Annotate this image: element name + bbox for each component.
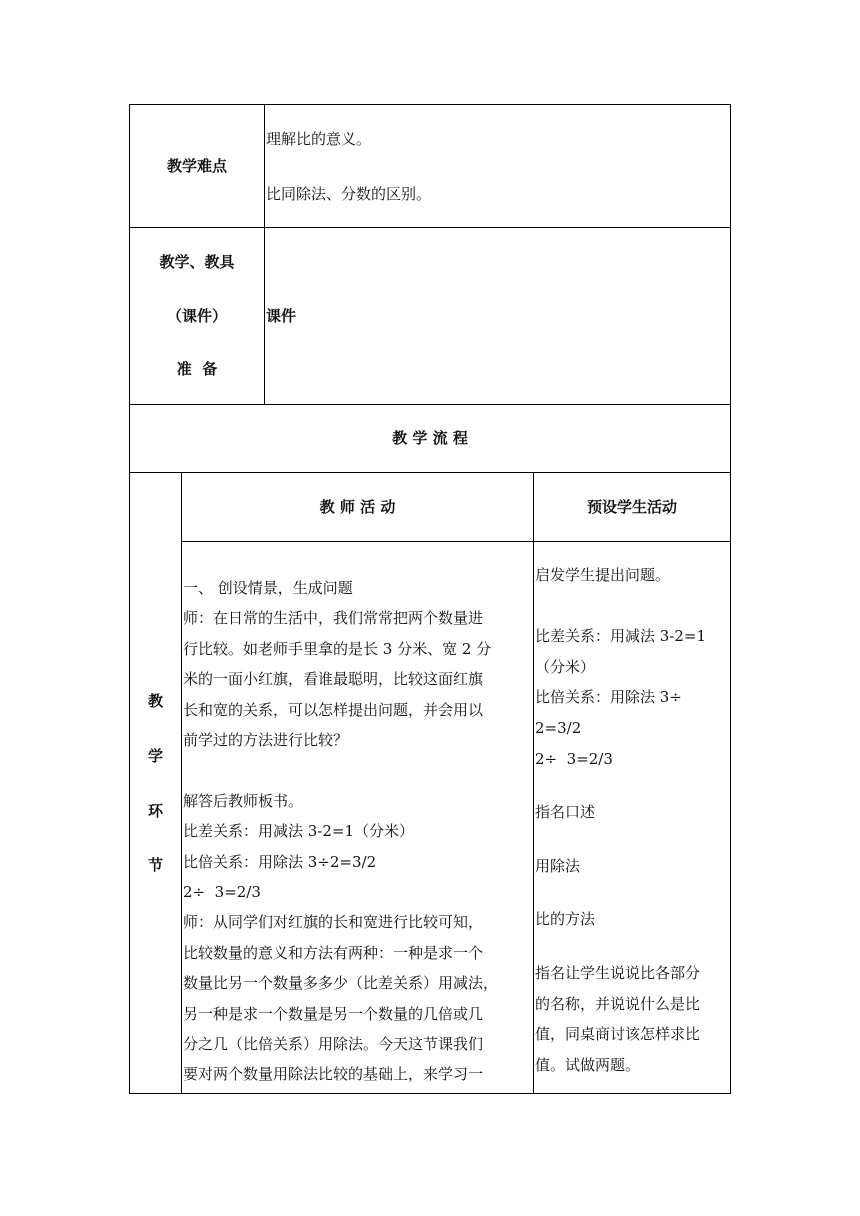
teacher-line: 另一种是求一个数量是另一个数量的几倍或几 (183, 1004, 484, 1023)
difficulty-line-2: 比同除法、分数的区别。 (266, 185, 432, 203)
table-border-right (730, 104, 731, 1094)
flow-heading: 教 学 流 程 (392, 429, 468, 447)
table-border-top (129, 104, 731, 105)
student-line: 比倍关系：用除法 3÷ (535, 688, 682, 707)
student-line: 2=3/2 (535, 718, 582, 737)
section-char-3: 环 (147, 802, 163, 820)
activity-column-divider (533, 472, 534, 1094)
student-line (535, 828, 730, 851)
difficulty-label: 教学难点 (166, 157, 227, 175)
teacher-line: 数量比另一个数量多多少（比差关系）用减法， (183, 974, 499, 993)
teacher-line: 比倍关系：用除法 3÷2=3/2 (183, 852, 377, 871)
tools-label-line-3: 准 备 (176, 360, 218, 378)
table-border-bottom (129, 1093, 731, 1094)
section-char-4: 节 (147, 856, 163, 874)
teacher-line: 解答后教师板书。 (183, 791, 304, 810)
tools-value: 课件 (266, 307, 297, 325)
teacher-line: 师：从同学们对红旗的长和宽进行比较可知， (183, 913, 484, 932)
student-line: 的名称，并说说什么是比 (535, 994, 701, 1013)
student-line: （分米） (535, 657, 596, 676)
student-line: 指名让学生说说比各部分 (535, 963, 701, 982)
teacher-line: 行比较。如老师手里拿的是长 3 分米、宽 2 分 (183, 639, 492, 658)
teacher-line (183, 755, 533, 785)
teacher-line: 比较数量的意义和方法有两种：一种是求一个 (183, 943, 484, 962)
teacher-line: 2÷ 3=2/3 (183, 883, 261, 902)
label-column-divider (264, 104, 265, 404)
tools-label-line-2: （课件） (166, 307, 227, 325)
row-divider-difficulty (129, 227, 731, 228)
student-line: 值，同桌商讨该怎样求比 (535, 1025, 701, 1044)
teacher-line: 师：在日常的生活中，我们常常把两个数量进 (183, 609, 484, 628)
student-line: 指名口述 (535, 803, 596, 822)
student-line: 启发学生提出问题。 (535, 566, 671, 584)
teacher-line: 要对两个数量用除法比较的基础上，来学习一 (183, 1065, 484, 1084)
student-activity-header: 预设学生活动 (586, 498, 677, 516)
student-line (535, 591, 730, 622)
difficulty-line-1: 理解比的意义。 (266, 130, 372, 148)
teacher-line: 分之几（比倍关系）用除法。今天这节课我们 (183, 1035, 484, 1054)
teacher-line: 比差关系：用减法 3-2=1（分米） (183, 822, 415, 841)
teacher-activity-content (183, 573, 533, 1090)
row-divider-tools (129, 404, 731, 405)
student-line: 用除法 (535, 856, 581, 875)
student-line: 比的方法 (535, 910, 596, 929)
section-column-divider (181, 472, 182, 1094)
student-line: 值。试做两题。 (535, 1055, 641, 1074)
student-line (535, 881, 730, 904)
student-line: 比差关系：用减法 3-2=1 (535, 627, 707, 646)
student-line: 2÷ 3=2/3 (535, 749, 613, 768)
row-divider-activity-headers (181, 541, 731, 542)
row-divider-flow-heading (129, 472, 731, 473)
tools-label-line-1: 教学、教具 (159, 253, 235, 271)
teacher-line: 米的一面小红旗，看谁最聪明，比较这面红旗 (183, 670, 484, 689)
teacher-line: 前学过的方法进行比较？ (183, 731, 349, 750)
teacher-line: 一、 创设情景，生成问题 (183, 579, 353, 597)
teacher-line: 长和宽的关系，可以怎样提出问题，并会用以 (183, 700, 484, 719)
student-line (535, 774, 730, 797)
teacher-activity-header: 教 师 活 动 (319, 498, 396, 516)
student-activity-content (535, 560, 730, 1080)
student-line (535, 935, 730, 958)
section-char-2: 学 (147, 747, 163, 765)
section-char-1: 教 (147, 692, 163, 710)
